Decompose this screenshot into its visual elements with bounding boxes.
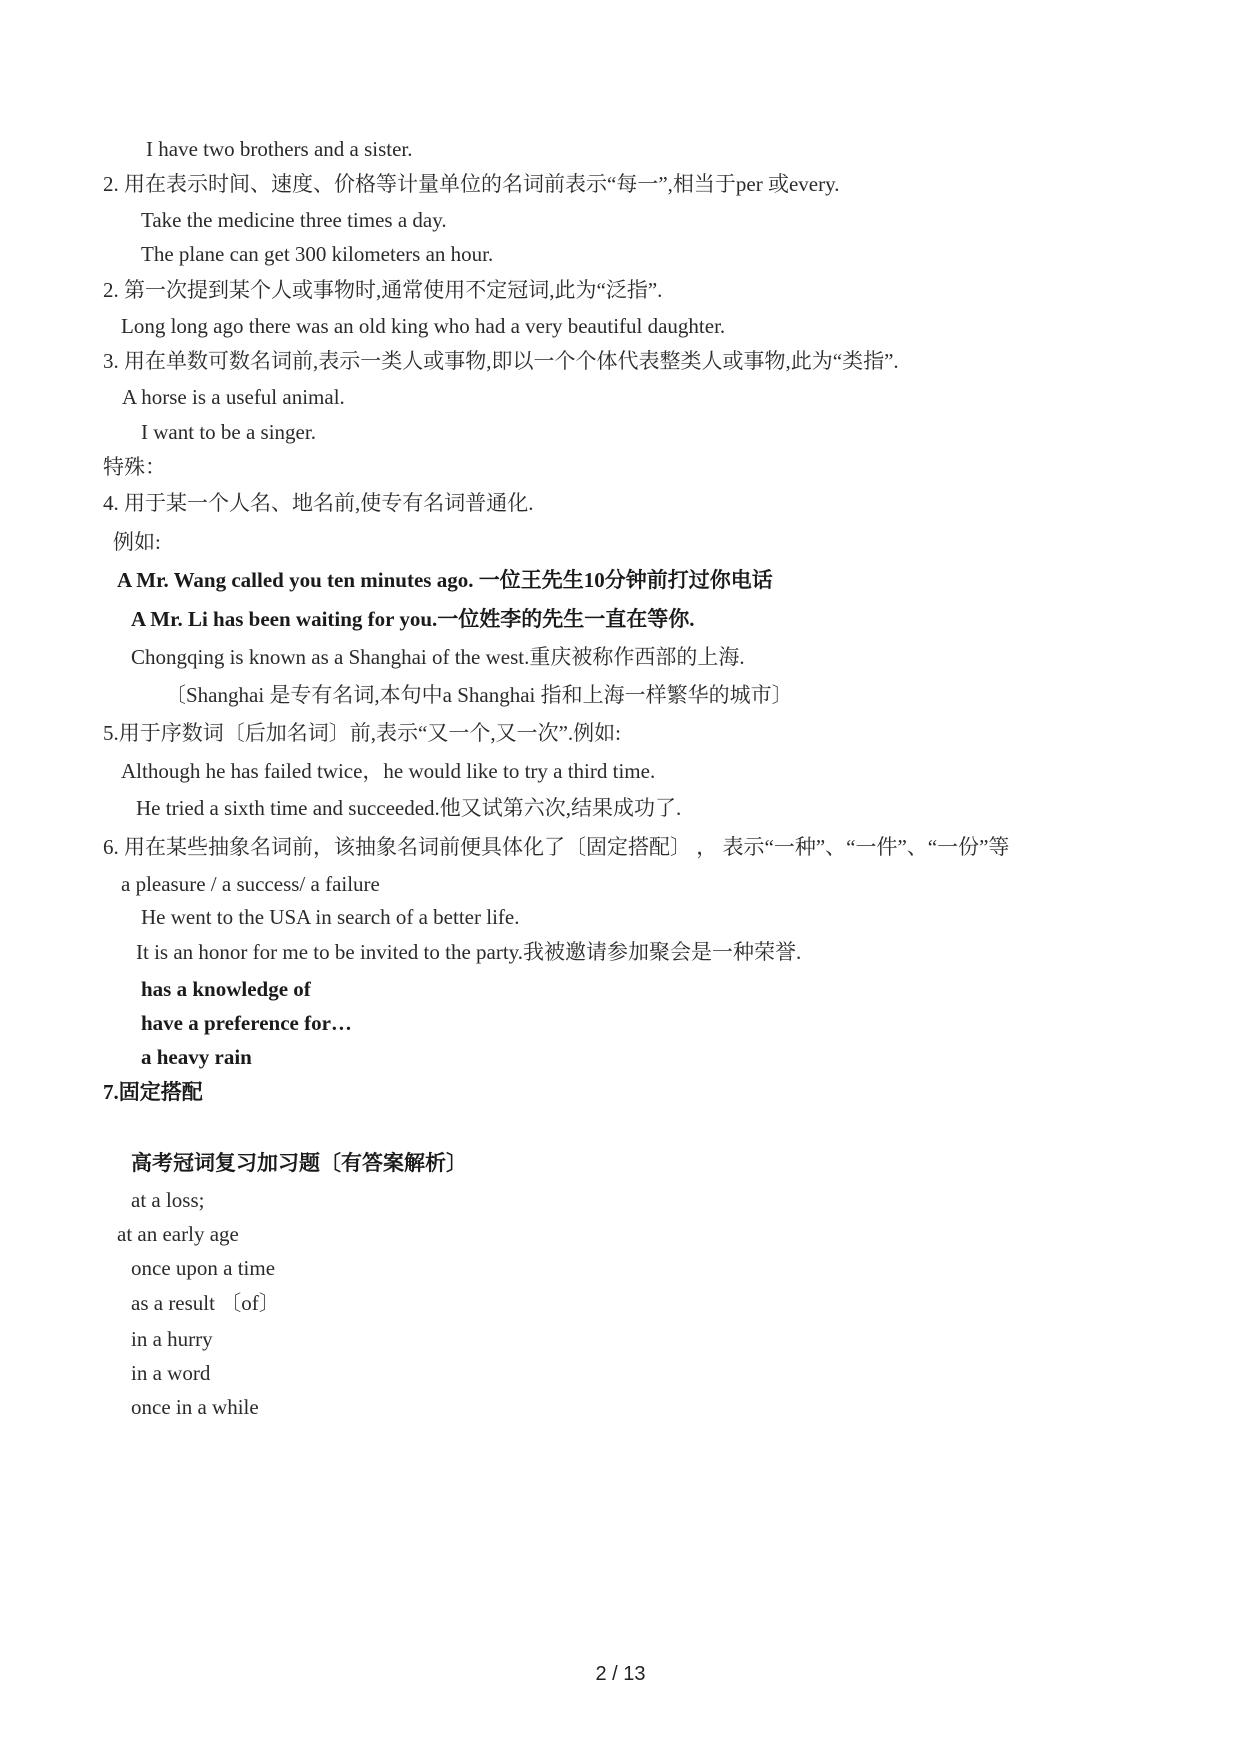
fixed-phrase: once in a while: [131, 1395, 259, 1419]
example-sentence: He tried a sixth time and succeeded.他又试第六次,结果成功了.: [136, 796, 682, 820]
rule-heading: 4. 用于某一个人名、地名前,使专有名词普通化.: [103, 491, 534, 515]
example-sentence: I want to be a singer.: [141, 420, 316, 444]
fixed-phrase: at a loss;: [131, 1188, 205, 1212]
fixed-phrase: at an early age: [117, 1222, 239, 1246]
section-label: 特殊：: [103, 455, 166, 479]
bold-example-sentence: A Mr. Wang called you ten minutes ago. 一位王先生10分钟前打过你电话: [117, 568, 773, 592]
fixed-phrase: as a result 〔of〕: [131, 1291, 280, 1315]
example-sentence: I have two brothers and a sister.: [146, 137, 413, 161]
rule-heading: 2. 用在表示时间、速度、价格等计量单位的名词前表示“每一”,相当于per 或every.: [103, 172, 840, 196]
example-sentence: Long long ago there was an old king who had a very beautiful daughter.: [121, 314, 726, 338]
rule-heading: 3. 用在单数可数名词前,表示一类人或事物,即以一个个体代表整类人或事物,此为“类指”.: [103, 349, 899, 373]
bold-example-sentence: A Mr. Li has been waiting for you.一位姓李的先生一直在等你.: [131, 607, 695, 631]
example-sentence: He went to the USA in search of a better life.: [141, 905, 520, 929]
example-sentence: Chongqing is known as a Shanghai of the west.重庆被称作西部的上海.: [131, 645, 745, 669]
example-sentence: The plane can get 300 kilometers an hour.: [141, 242, 494, 266]
example-sentence: Although he has failed twice，he would like to try a third time.: [121, 759, 656, 783]
fixed-phrase: in a hurry: [131, 1327, 213, 1351]
section-title: 高考冠词复习加习题〔有答案解析〕: [131, 1151, 467, 1175]
bold-phrase: a heavy rain: [141, 1045, 252, 1069]
rule-heading: 6. 用在某些抽象名词前，该抽象名词前便具体化了〔固定搭配〕 ， 表示“一种”、“一件”、“一份”等: [103, 835, 1010, 859]
example-label: 例如:: [113, 530, 161, 554]
fixed-phrase: once upon a time: [131, 1256, 276, 1280]
rule-heading: 2. 第一次提到某个人或事物时,通常使用不定冠词,此为“泛指”.: [103, 278, 663, 302]
bold-phrase: has a knowledge of: [141, 977, 311, 1001]
example-sentence: Take the medicine three times a day.: [141, 208, 447, 232]
rule-heading: 5.用于序数词〔后加名词〕前,表示“又一个,又一次”.例如:: [103, 721, 621, 745]
example-sentence: A horse is a useful animal.: [122, 385, 345, 409]
page-number: 2 / 13: [595, 1663, 646, 1685]
bold-phrase: have a preference for…: [141, 1011, 352, 1035]
note: 〔Shanghai 是专有名词,本句中a Shanghai 指和上海一样繁华的城市〕: [165, 683, 793, 707]
example-sentence: It is an honor for me to be invited to the party.我被邀请参加聚会是一种荣誉.: [136, 940, 802, 964]
fixed-phrase: in a word: [131, 1361, 211, 1385]
section-heading: 7.固定搭配: [103, 1080, 203, 1104]
example-phrase: a pleasure / a success/ a failure: [121, 872, 380, 896]
